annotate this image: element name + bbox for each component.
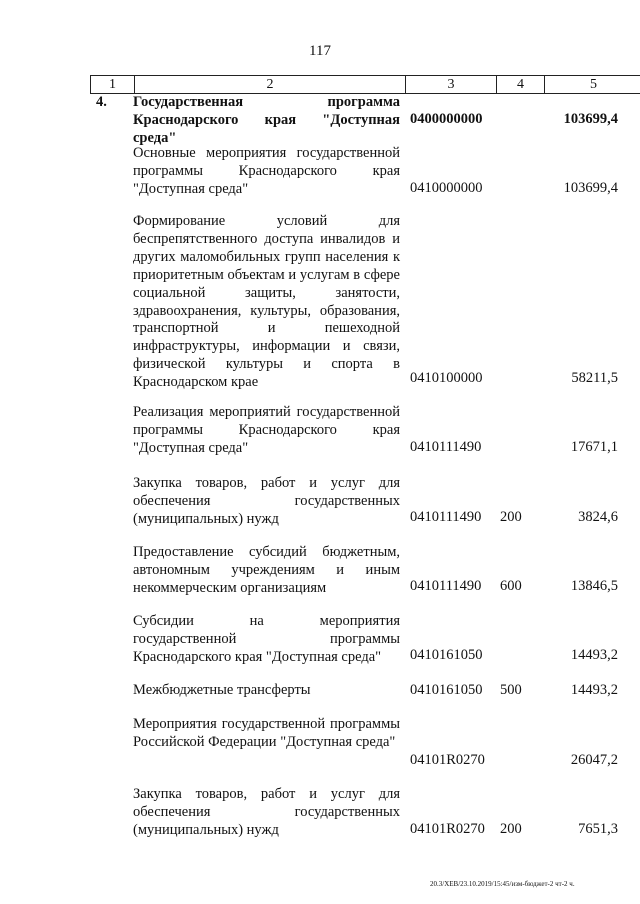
footer-reference: 20.3/XEB/23.10.2019/15:45/изм-бюджет-2 чт-2 ч. xyxy=(430,880,575,888)
header-col-4: 4 xyxy=(497,76,545,93)
row-name: Закупка товаров, работ и услуг для обеспечения государственных (муниципальных) нужд xyxy=(133,475,400,527)
row-code: 0410161050 xyxy=(410,682,483,698)
row-amount: 3824,6 xyxy=(578,509,618,525)
row-amount: 17671,1 xyxy=(570,439,618,455)
row-vr: 200 xyxy=(500,509,522,525)
row-code: 0410111490 xyxy=(410,578,482,594)
row-vr: 600 xyxy=(500,578,522,594)
header-col-3: 3 xyxy=(406,76,497,93)
row-amount: 103699,4 xyxy=(563,111,618,127)
row-amount: 7651,3 xyxy=(578,821,618,837)
page-number: 117 xyxy=(309,43,331,59)
row-amount: 14493,2 xyxy=(570,647,618,663)
row-code: 0410100000 xyxy=(410,370,483,386)
row-code: 0400000000 xyxy=(410,111,483,127)
row-code: 0410111490 xyxy=(410,509,482,525)
row-code: 0410111490 xyxy=(410,439,482,455)
row-name: Основные мероприятия государственной программы Краснодарского края "Доступная среда" xyxy=(133,145,400,197)
row-code: 04101R0270 xyxy=(410,821,485,837)
row-name: Формирование условий для беспрепятственного доступа инвалидов и других маломобильных групп населения к приоритетным объектам и услугам в сфере социальной защиты, занятости, здравоохранения, культуры, образования, транспортной и пешеходной инфраструктуры, информации и связи, физической культуры и спорта в Краснодарском крае xyxy=(133,213,400,391)
row-name: Мероприятия государственной программы Российской Федерации "Доступная среда" xyxy=(133,716,400,750)
row-amount: 14493,2 xyxy=(570,682,618,698)
row-name: Закупка товаров, работ и услуг для обеспечения государственных (муниципальных) нужд xyxy=(133,786,400,838)
row-amount: 13846,5 xyxy=(570,578,618,594)
row-amount: 58211,5 xyxy=(571,370,618,386)
header-col-5: 5 xyxy=(545,76,640,93)
row-name: Предоставление субсидий бюджетным, автономным учреждениям и иным некоммерческим организациям xyxy=(133,544,400,596)
row-code: 04101R0270 xyxy=(410,752,485,768)
row-code: 0410000000 xyxy=(410,180,483,196)
row-amount: 103699,4 xyxy=(563,180,618,196)
row-code: 0410161050 xyxy=(410,647,483,663)
row-name: Межбюджетные трансферты xyxy=(133,682,311,698)
table-header xyxy=(90,75,640,94)
row-vr: 200 xyxy=(500,821,522,837)
row-name: Реализация мероприятий государственной программы Краснодарского края "Доступная среда" xyxy=(133,404,400,456)
row-amount: 26047,2 xyxy=(570,752,618,768)
section-number: 4. xyxy=(96,94,107,110)
row-name: Государственная программа Краснодарского края "Доступная среда" xyxy=(133,94,400,146)
row-vr: 500 xyxy=(500,682,522,698)
header-col-2: 2 xyxy=(135,76,406,93)
row-name: Субсидии на мероприятия государственной программы Краснодарского края "Доступная среда" xyxy=(133,613,400,665)
header-col-1: 1 xyxy=(91,76,135,93)
